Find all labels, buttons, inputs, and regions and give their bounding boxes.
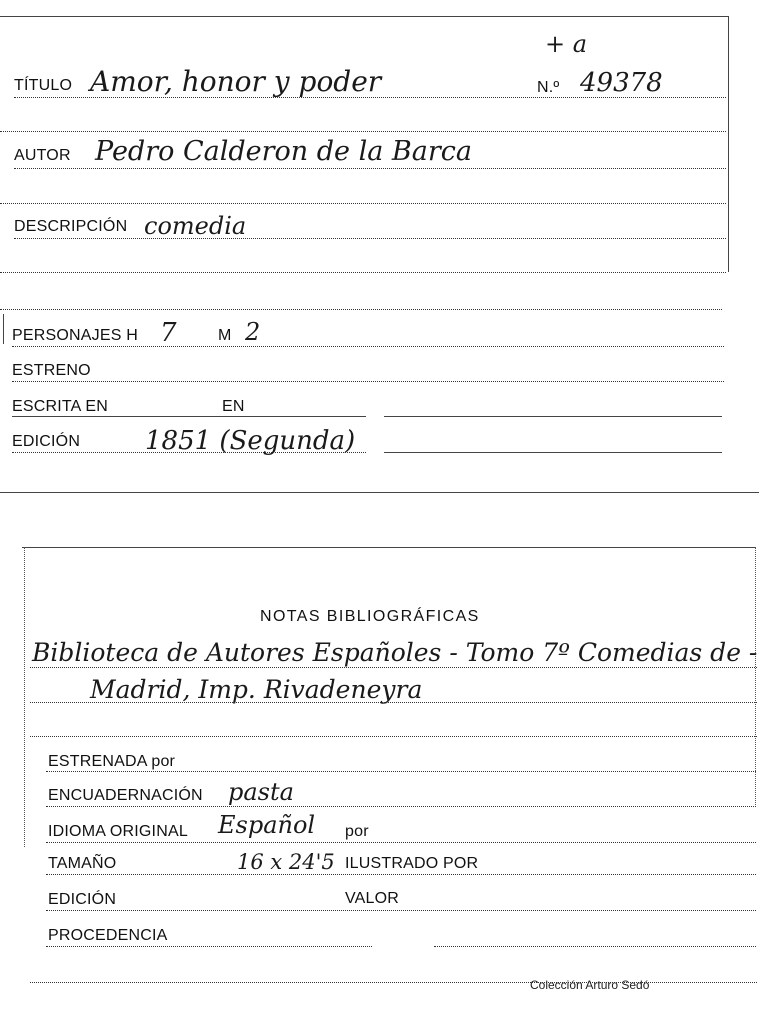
escrita-label: ESCRITA EN [12,398,108,415]
edicion-line-left [12,452,366,453]
blank-line-3 [0,272,726,273]
autor-label: AUTOR [14,147,71,164]
personajes-left-tick [3,314,4,344]
idioma-value: Español [218,811,316,839]
top-card-right-border [728,16,729,272]
procedencia-line-right [434,946,756,947]
notas-line-1 [30,667,757,668]
personajes-m-value: 2 [245,318,261,346]
edicion-label: EDICIÓN [12,433,81,450]
escrita-en-label: EN [222,398,245,415]
titulo-label: TÍTULO [14,77,73,94]
bottom-card-right-border [755,547,756,807]
bottom-card-left-border [24,547,25,847]
tamano-line [46,874,756,875]
edicion2-line [46,910,756,911]
estrenada-label: ESTRENADA por [48,753,176,770]
valor-label: VALOR [345,890,400,907]
personajes-h-value: 7 [160,318,177,348]
notas-line-3 [30,736,757,737]
numero-label: N.º [537,79,560,96]
tamano-label: TAMAÑO [48,855,117,872]
top-card-bottom-border [0,492,759,493]
escrita-line-right [384,416,722,417]
idioma-por-label: por [345,823,369,840]
edicion-line-right [384,452,722,453]
estrenada-line [46,771,756,772]
idioma-line [46,842,756,843]
personajes-m-label: M [218,327,232,344]
titulo-line [14,97,726,98]
notas-line2-value: Madrid, Imp. Rivadeneyra [90,675,423,704]
tamano-value: 16 x 24'5 [237,850,335,874]
descripcion-label: DESCRIPCIÓN [14,218,128,235]
encuadernacion-value: pasta [228,778,294,806]
autor-value: Pedro Calderon de la Barca [95,136,472,167]
notas-line1-value: Biblioteca de Autores Españoles - Tomo 7º Comedias de - [32,638,758,667]
notas-line-2 [30,702,757,703]
notas-heading: NOTAS BIBLIOGRÁFICAS [260,608,480,625]
procedencia-label: PROCEDENCIA [48,927,168,944]
personajes-h-label: PERSONAJES H [12,327,138,344]
personajes-top-line [0,309,722,310]
idioma-label: IDIOMA ORIGINAL [48,823,188,840]
corner-mark: + a [545,30,588,58]
procedencia-line-left [46,946,372,947]
encuadernacion-line [46,806,756,807]
descripcion-value: comedia [144,212,247,240]
numero-value: 49378 [580,68,663,98]
encuadernacion-label: ENCUADERNACIÓN [48,787,203,804]
blank-line-1 [0,131,726,132]
bottom-card-top-border [22,547,755,548]
edicion2-label: EDICIÓN [48,891,117,908]
ilustrado-label: ILUSTRADO POR [345,855,479,872]
top-card-top-border [0,16,728,17]
personajes-line [12,346,724,347]
collection-footer: Colección Arturo Sedó [530,978,650,992]
estreno-label: ESTRENO [12,362,91,379]
titulo-value: Amor, honor y poder [90,65,382,98]
descripcion-line [14,238,726,239]
blank-line-2 [0,203,726,204]
autor-line [14,168,726,169]
escrita-line-left [12,416,366,417]
edicion-value: 1851 (Segunda) [145,426,356,456]
estreno-line [12,381,724,382]
